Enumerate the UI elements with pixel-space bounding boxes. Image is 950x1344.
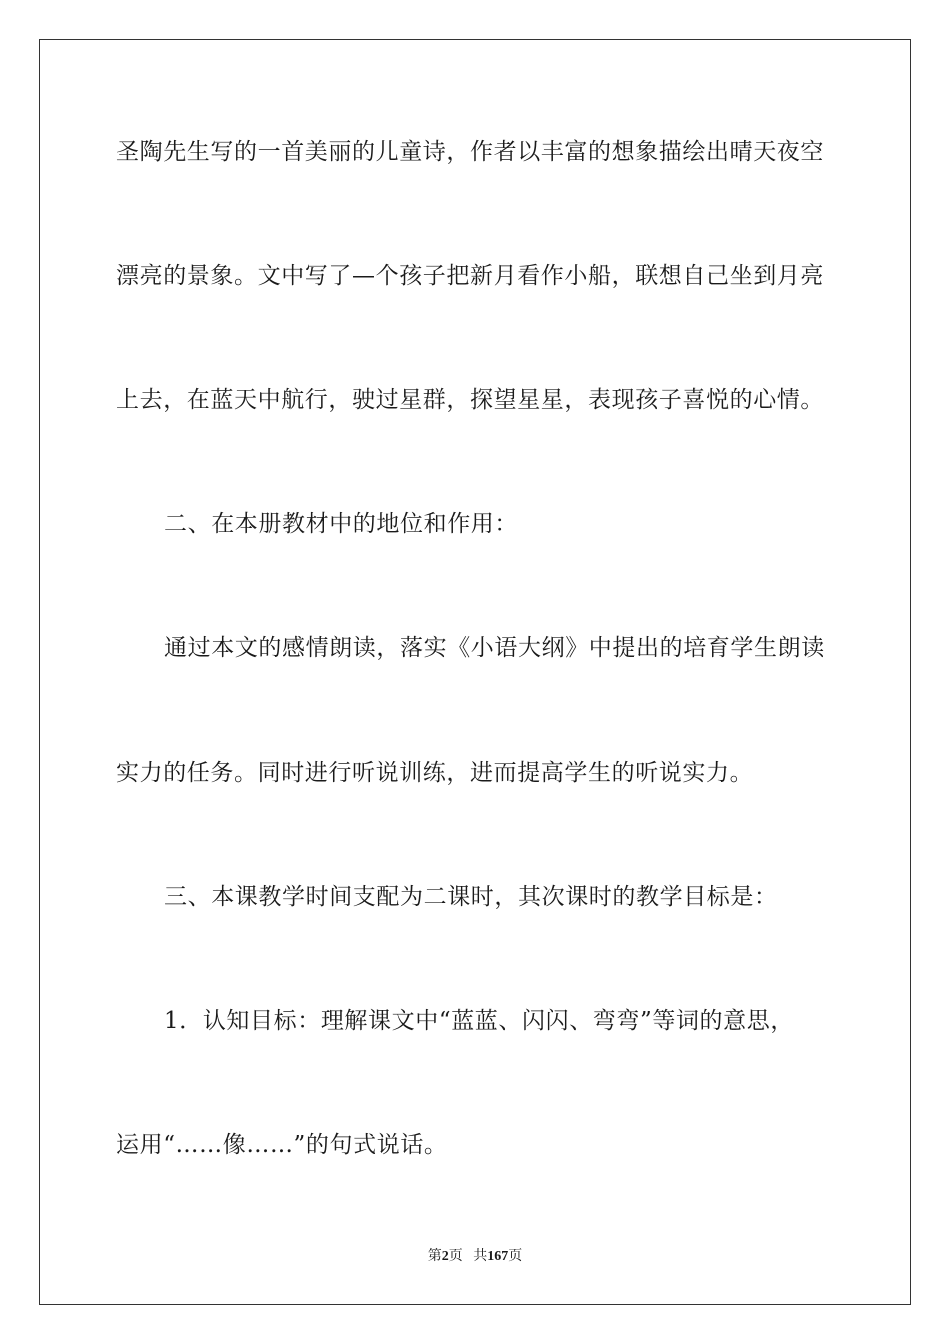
- page-border: [39, 39, 911, 1305]
- text-line-3: 上去，在蓝天中航行，驶过星群，探望星星，表现孩子喜悦的心情。: [116, 387, 824, 413]
- section-heading-2: 二、在本册教材中的地位和作用：: [164, 511, 518, 537]
- text-line-2: 漂亮的景象。文中写了—个孩子把新月看作小船，联想自己坐到月亮: [116, 263, 824, 289]
- page-suffix: 页: [448, 1249, 463, 1264]
- text-line-5: 通过本文的感情朗读，落实《小语大纲》中提出的培育学生朗读: [164, 635, 825, 661]
- list-item-1: 1．认知目标：理解课文中“蓝蓝、闪闪、弯弯”等词的意思，: [164, 1008, 794, 1034]
- text-line-1: 圣陶先生写的一首美丽的儿童诗，作者以丰富的想象描绘出晴天夜空: [116, 139, 824, 165]
- page-prefix: 第: [427, 1249, 442, 1264]
- total-pages: 167: [487, 1249, 509, 1264]
- total-suffix: 页: [508, 1249, 523, 1264]
- total-prefix: 共: [473, 1249, 488, 1264]
- text-line-6: 实力的任务。同时进行听说训练，进而提高学生的听说实力。: [116, 760, 754, 786]
- text-line-9: 运用“……像……”的句式说话。: [116, 1132, 448, 1158]
- page-footer: [0, 1248, 950, 1266]
- page-number: 2: [441, 1249, 449, 1264]
- section-heading-3: 三、本课教学时间支配为二课时，其次课时的教学目标是：: [164, 884, 778, 910]
